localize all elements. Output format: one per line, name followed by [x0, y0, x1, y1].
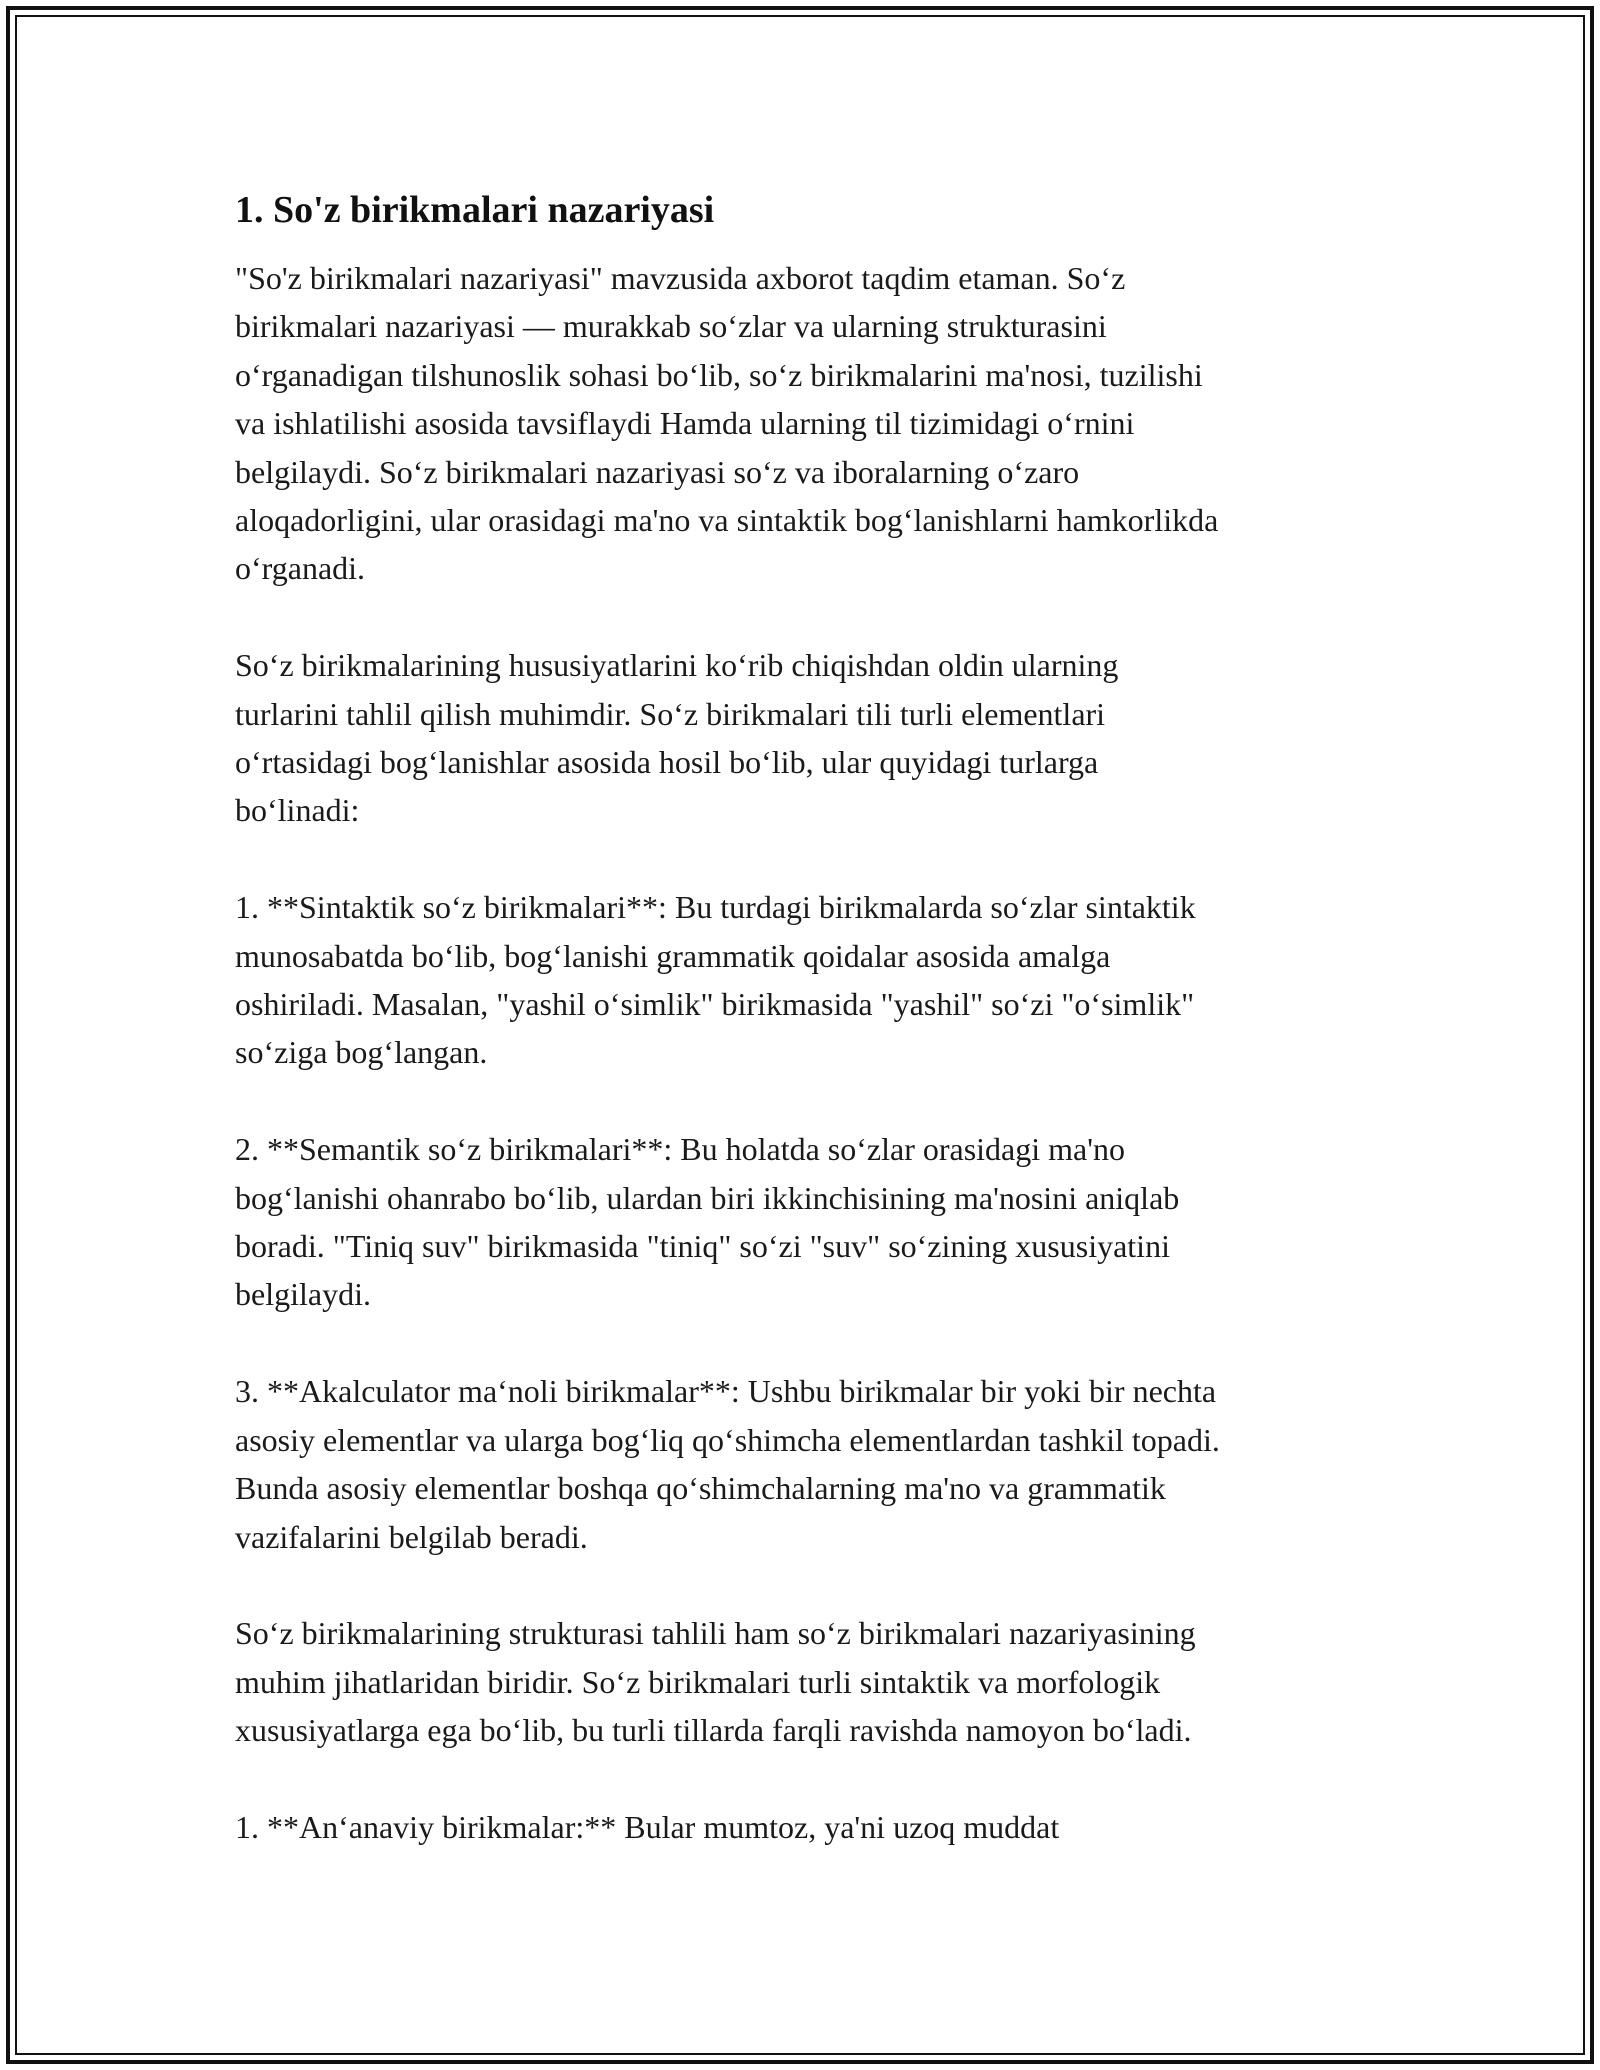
list-item-semantic	[235, 1125, 1375, 1319]
text-line: asosiy elementlar va ularga bog‘liq qo‘shimcha elementlardan tashkil topadi.	[235, 1421, 1220, 1458]
text-line: o‘rtasidagi bog‘lanishlar asosida hosil bo‘lib, ular quyidagi turlarga	[235, 744, 1099, 781]
text-line: o‘rganadigan tilshunoslik sohasi bo‘lib, so‘z birikmalarini ma'nosi, tuzilishi	[235, 356, 1203, 393]
text-line: oshiriladi. Masalan, "yashil o‘simlik" birikmasida "yashil" so‘zi "o‘simlik"	[235, 986, 1195, 1023]
text-line: birikmalari nazariyasi — murakkab so‘zlar va ularning strukturasini	[235, 308, 1107, 345]
document-body	[235, 186, 1375, 1900]
text-line: belgilaydi.	[235, 1276, 371, 1313]
list-item-traditional	[235, 1803, 1375, 1851]
paragraph-structure	[235, 1609, 1375, 1754]
text-line: bog‘lanishi ohanrabo bo‘lib, ulardan biri ikkinchisining ma'nosini aniqlab	[235, 1179, 1180, 1216]
text-line: bo‘linadi:	[235, 792, 360, 829]
text-line: Bunda asosiy elementlar boshqa qo‘shimchalarning ma'no va grammatik	[235, 1470, 1166, 1507]
text-line: So‘z birikmalarining hususiyatlarini ko‘rib chiqishdan oldin ularning	[235, 647, 1119, 684]
text-line: 1. **Sintaktik so‘z birikmalari**: Bu turdagi birikmalarda so‘zlar sintaktik	[235, 889, 1196, 926]
paragraph-types-intro	[235, 641, 1375, 835]
text-line: va ishlatilishi asosida tavsiflaydi Hamda ularning til tizimidagi o‘rnini	[235, 405, 1135, 442]
text-line: 2. **Semantik so‘z birikmalari**: Bu holatda so‘zlar orasidagi ma'no	[235, 1131, 1125, 1168]
text-line: muhim jihatlaridan biridir. So‘z birikmalari turli sintaktik va morfologik	[235, 1663, 1161, 1700]
list-item-syntactic	[235, 883, 1375, 1077]
list-item-akalculator	[235, 1367, 1375, 1561]
text-line: belgilaydi. So‘z birikmalari nazariyasi so‘z va iboralarning o‘zaro	[235, 453, 1080, 490]
text-line: So‘z birikmalarining strukturasi tahlili ham so‘z birikmalari nazariyasining	[235, 1615, 1196, 1652]
text-line: o‘rganadi.	[235, 550, 366, 587]
text-line: so‘ziga bog‘langan.	[235, 1034, 488, 1071]
text-line: munosabatda bo‘lib, bog‘lanishi grammatik qoidalar asosida amalga	[235, 937, 1111, 974]
text-line: boradi. "Tiniq suv" birikmasida "tiniq" so‘zi "suv" so‘zining xususiyatini	[235, 1228, 1170, 1265]
text-line: xususiyatlarga ega bo‘lib, bu turli tillarda farqli ravishda namoyon bo‘ladi.	[235, 1712, 1192, 1749]
document-title: 1. So'z birikmalari nazariyasi	[235, 189, 715, 231]
paragraph-intro	[235, 254, 1375, 593]
text-line: 3. **Akalculator ma‘noli birikmalar**: Ushbu birikmalar bir yoki bir nechta	[235, 1373, 1217, 1410]
text-line: aloqadorligini, ular orasidagi ma'no va sintaktik bog‘lanishlarni hamkorlikda	[235, 502, 1219, 539]
text-line: 1. **An‘anaviy birikmalar:** Bular mumtoz, ya'ni uzoq muddat	[235, 1808, 1060, 1845]
text-line: turlarini tahlil qilish muhimdir. So‘z birikmalari tili turli elementlari	[235, 695, 1106, 732]
text-line: "So'z birikmalari nazariyasi" mavzusida axborot taqdim etaman. So‘z	[235, 260, 1126, 296]
text-line: vazifalarini belgilab beradi.	[235, 1518, 588, 1555]
